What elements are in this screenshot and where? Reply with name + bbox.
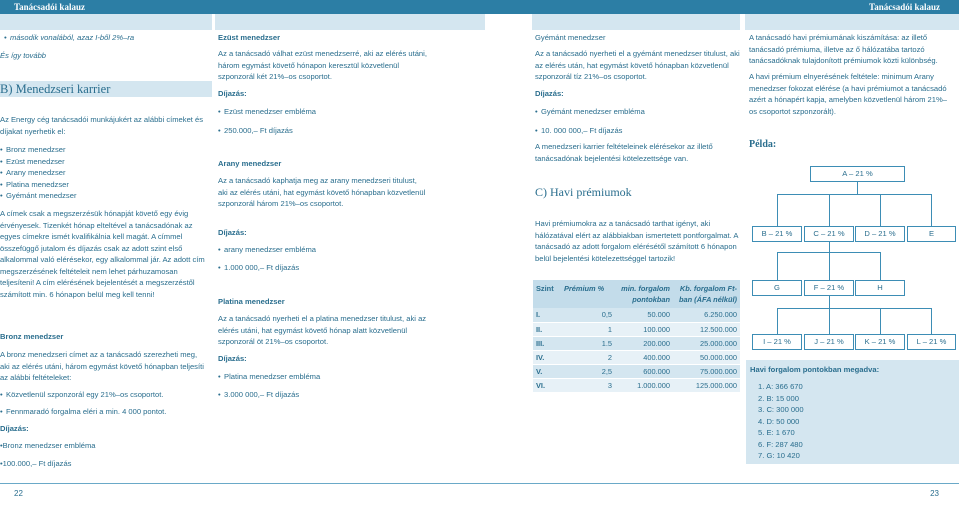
- dijazas-label: Díjazás:: [218, 228, 247, 237]
- platina-heading: Platina menedzser: [218, 297, 285, 306]
- header-cell: Szint: [536, 284, 554, 293]
- tree-connector: [829, 296, 830, 308]
- tree-node: F – 21 %: [804, 280, 854, 296]
- title-item: • Ezüst menedzser: [0, 156, 205, 168]
- top-item-1: • második vonalából, azaz I-ből 2%–ra: [4, 32, 204, 44]
- page-number-left: 22: [14, 488, 23, 498]
- dijazas-label: Díjazás:: [0, 424, 29, 433]
- condition-item: • Fennmaradó forgalma eléri a min. 4 000 pontot.: [0, 406, 205, 418]
- title-item: • Platina menedzser: [0, 179, 205, 191]
- points-title: Havi forgalom pontokban megadva:: [750, 365, 880, 374]
- header-cell: min. forgalom pontokban: [621, 284, 670, 304]
- table-cell: 0,5: [561, 308, 615, 322]
- dijazas-label: Díjazás:: [535, 89, 564, 98]
- bronz-text: A bronz menedzseri címet az a tanácsadó szerezheti meg, aki az elérés utáni, három egymást követő hónapban teljesíti az alábbi feltételeket:: [0, 350, 204, 382]
- table-row: [533, 378, 740, 392]
- col4-band: [745, 14, 959, 30]
- bronz-rewards: [0, 440, 205, 469]
- body-text: A címek csak a megszerzésük hónapját követő egy évig érvényesek. Tizenkét hónap elteltével a tanácsadónak az egyes címekre ismét kvalifikálnia kell magát. A címmel összefüggő jutalom és díjazás csak az adott szint első alkalommal való elérésekor, egy alkalommal jár. Az adott cím megszerzésének feltételeit nem lehet párhuzamosan teljesíteni! A cím elérésének bejelentését a megszerzéstől számított min. 6 hónapon belül meg kell tenni!: [0, 209, 205, 299]
- tree-node: A – 21 %: [810, 166, 905, 182]
- table-cell: 50.000.000: [673, 350, 740, 364]
- table-cell: V.: [533, 364, 561, 378]
- pelda-label: Példa:: [749, 139, 777, 150]
- title-item: • Arany menedzser: [0, 167, 205, 179]
- table-row: [533, 322, 740, 336]
- points-list: [758, 381, 804, 462]
- tree-node: G: [752, 280, 802, 296]
- reward-item: •Bronz menedzser embléma: [0, 441, 96, 450]
- tree-connector: [931, 194, 932, 226]
- tree-node: E: [907, 226, 956, 242]
- header-bar: [0, 0, 959, 14]
- bronz-conditions: [0, 389, 205, 417]
- tree-node: H: [855, 280, 905, 296]
- reward-item: • 3.000 000,– Ft díjazás: [218, 389, 480, 401]
- platina-rewards: [218, 371, 480, 400]
- col1-band: [0, 14, 212, 30]
- tree-connector: [829, 242, 830, 252]
- arany-rewards: [218, 244, 480, 273]
- table-cell: II.: [533, 322, 561, 336]
- title-item: • Gyémánt menedzser: [0, 190, 205, 202]
- footer-line-left: [0, 483, 480, 484]
- reward-item: • 1.000 000,– Ft díjazás: [218, 262, 480, 274]
- table-cell: 3: [561, 378, 615, 392]
- table-row: [533, 364, 740, 378]
- points-item: 6. F: 287 480: [758, 439, 803, 449]
- ezust-heading: Ezüst menedzser: [218, 33, 281, 42]
- gyemant-heading: Gyémánt menedzser: [535, 33, 606, 42]
- arany-text: Az a tanácsadó kaphatja meg az arany menedzseri titulust, aki az elérés utáni, hat egymást követő hónapban közvetlenül szponzorál három 21%–os csoportot.: [218, 176, 426, 208]
- top-item-2: És így tovább: [0, 51, 47, 60]
- gyemant-rewards: [535, 106, 740, 136]
- intro-text: Az Energy cég tanácsadói munkájukért az alábbi címeket és díjakat nyerhetik el:: [0, 115, 204, 136]
- tree-node: C – 21 %: [804, 226, 854, 242]
- table-cell: 400.000: [615, 350, 673, 364]
- table-cell: III.: [533, 336, 561, 350]
- premium-table: [533, 280, 740, 393]
- bronz-heading: Bronz menedzser: [0, 332, 64, 341]
- table-header-row: [533, 280, 740, 308]
- arany-heading: Arany menedzser: [218, 159, 282, 168]
- points-item: 4. D: 50 000: [758, 416, 800, 426]
- footer-line-right: [480, 483, 959, 484]
- premium-title: C) Havi prémiumok: [535, 185, 632, 199]
- tree-node: D – 21 %: [855, 226, 905, 242]
- tree-node: I – 21 %: [752, 334, 802, 350]
- section-title: B) Menedzseri karrier: [0, 82, 111, 96]
- col3-band: [532, 14, 740, 30]
- tree-connector: [777, 194, 778, 226]
- premium-table-wrap: [533, 280, 740, 393]
- table-cell: 100.000: [615, 322, 673, 336]
- table-cell: 50.000: [615, 308, 673, 322]
- reward-item: • 250.000,– Ft díjazás: [218, 125, 480, 137]
- title-item: • Bronz menedzser: [0, 144, 205, 156]
- table-cell: 25.000.000: [673, 336, 740, 350]
- table-row: [533, 308, 740, 322]
- points-item: 1. A: 366 670: [758, 382, 803, 391]
- tree-connector: [857, 182, 858, 194]
- tree-connector: [880, 308, 881, 334]
- tree-node: L – 21 %: [907, 334, 956, 350]
- col2-band: [215, 14, 485, 30]
- tree-node: K – 21 %: [855, 334, 905, 350]
- tree-node: B – 21 %: [752, 226, 802, 242]
- reward-item: •100.000,– Ft díjazás: [0, 458, 72, 468]
- header-right-title: Tanácsadói kalauz: [869, 2, 940, 12]
- table-cell: 125.000.000: [673, 378, 740, 392]
- tree-connector: [777, 252, 778, 280]
- table-cell: 1.5: [561, 336, 615, 350]
- reward-item: • Gyémánt menedzser embléma: [535, 106, 740, 118]
- tree-connector: [829, 252, 830, 280]
- condition-item: • Közvetlenül szponzorál egy 21%–os csoportot.: [0, 389, 205, 401]
- table-cell: 1: [561, 322, 615, 336]
- reward-item: • Platina menedzser embléma: [218, 371, 480, 383]
- ezust-rewards: [218, 106, 480, 136]
- ezust-text: Az a tanácsadó válhat ezüst menedzserré, aki az elérés utáni, három egymást követő hónapon keresztül közvetlenül szponzorál két 21%–os csoportot.: [218, 49, 427, 81]
- tree-connector: [829, 308, 830, 334]
- table-cell: IV.: [533, 350, 561, 364]
- table-cell: 600.000: [615, 364, 673, 378]
- premium-condition: A havi prémium elnyerésének feltétele: minimum Arany menedzser fokozat elérése (a havi prémiumot a tanácsadó azért a hónapért kapja, amelyben közvetlenül három 21%–os csoportot szponzorált).: [749, 72, 947, 116]
- tree-connector: [777, 194, 932, 195]
- reward-item: • 10. 000 000,– Ft díjazás: [535, 125, 740, 137]
- table-cell: 2: [561, 350, 615, 364]
- header-left-title: Tanácsadói kalauz: [14, 2, 85, 12]
- table-cell: 200.000: [615, 336, 673, 350]
- page-number-right: 23: [930, 488, 939, 498]
- reward-item: • arany menedzser embléma: [218, 244, 480, 256]
- points-block: [746, 360, 959, 464]
- table-cell: 2,5: [561, 364, 615, 378]
- tree-connector: [777, 308, 778, 334]
- table-cell: 75.000.000: [673, 364, 740, 378]
- premium-text: Havi prémiumokra az a tanácsadó tarthat igényt, aki hálózatával elért az alábbiakban ismertetett pontforgalmat. A tanácsadó az adott forgalom elérésétől számított 6 hónapon belül bejelentési kötelezettséggel tartozik!: [535, 219, 739, 263]
- points-item: 7. G: 10 420: [758, 451, 800, 460]
- table-cell: 12.500.000: [673, 322, 740, 336]
- table-row: [533, 336, 740, 350]
- tree-node: J – 21 %: [804, 334, 854, 350]
- title-list: [0, 144, 205, 202]
- table-row: [533, 350, 740, 364]
- points-item: 3. C: 300 000: [758, 405, 804, 414]
- table-cell: 1.000.000: [615, 378, 673, 392]
- gyemant-text: Az a tanácsadó nyerheti el a gyémánt menedzser titulust, aki az elérés után, hat egymást követő hónapban közvetlenül szponzorál tíz 21%–os csoportot.: [535, 49, 740, 81]
- dijazas-label: Díjazás:: [218, 354, 247, 363]
- points-item: 5. E: 1 670: [758, 428, 795, 437]
- tree-connector: [777, 308, 932, 309]
- tree-connector: [829, 194, 830, 226]
- karrier-note: A menedzseri karrier feltételeinek elérésekor az illető tanácsadónak bejelentési kötelezettsége van.: [535, 142, 713, 163]
- table-cell: VI.: [533, 378, 561, 392]
- tree-connector: [931, 308, 932, 334]
- premium-calc-text: A tanácsadó havi prémiumának kiszámítása: az illető tanácsadó prémiuma, illetve az ő hálózatába tartozó tanácsadóknak tulajdonított prémiumok közti különbség.: [749, 33, 938, 65]
- points-item: 2. B: 15 000: [758, 393, 799, 403]
- header-cell: Kb. forgalom Ft-ban (ÁFA nélkül): [678, 284, 737, 304]
- reward-item: • Ezüst menedzser embléma: [218, 106, 480, 118]
- table-cell: 6.250.000: [673, 308, 740, 322]
- table-cell: I.: [533, 308, 561, 322]
- tree-connector: [880, 194, 881, 226]
- tree-connector: [880, 252, 881, 280]
- header-cell: Prémium %: [564, 284, 605, 293]
- platina-text: Az a tanácsadó nyerheti el a platina menedzser titulust, aki az elérés utáni, hat egymást követő hónap alatt közvetlenül szponzorál öt 21%–os csoportot.: [218, 314, 427, 346]
- dijazas-label: Díjazás:: [218, 89, 247, 98]
